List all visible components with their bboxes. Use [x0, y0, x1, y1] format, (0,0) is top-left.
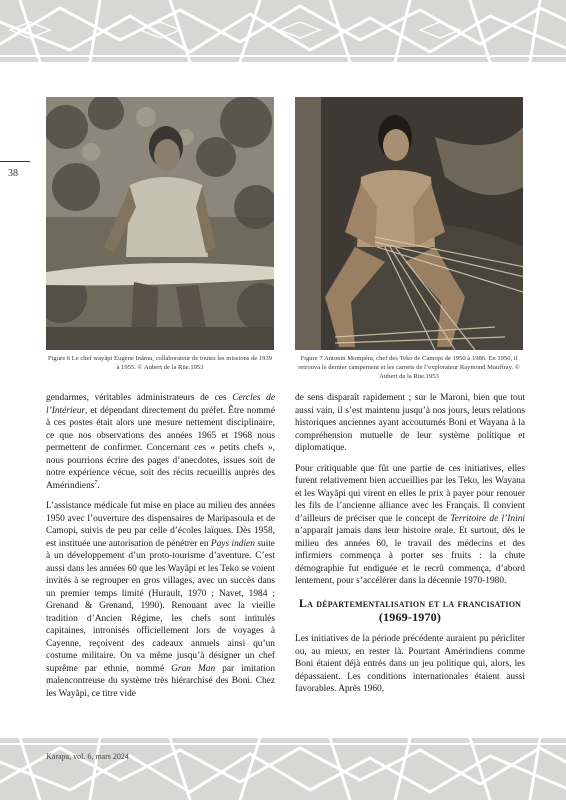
section-heading-line-2: (1969-1970)	[378, 609, 442, 624]
right-paragraph-3: Les initiatives de la période précédente auraient pu péricliter ou, au mieux, en rester là. Pourtant Amérindiens comme Boni étaient déjà entrés dans un jeu politique qui, alors, les dépassaient. Les conditions internationales étaient aussi favorables. Après 1960,	[295, 634, 525, 695]
left-text-column	[46, 392, 275, 708]
section-heading-line-1: La départementalisation et la francisation	[298, 595, 522, 610]
footer-decorative-band	[0, 738, 566, 800]
footnote-ref-7[interactable]: 7	[94, 479, 98, 486]
figure-7-caption: Figure 7 Antonin Mompéra, chef des Teko de Camopi de 1950 à 1986. En 1950, il retrouva le dernier campement et les carnets de l’explorateur Raymond Mauffray. © Aubert de la Rüe.1953	[298, 355, 520, 381]
page-number-rule	[0, 161, 30, 162]
right-paragraph-2: Pour critiquable que fût une partie de ces initiatives, elles furent relativement bien accueillies par les Teko, les Wayana et les Wayãpi qui virent en elles le prix à payer pour renouer les fils de l’ancienne alliance avec les Français. Il convient d’ailleurs de préciser que le concept de Territoire de l’Inini n’apparaît jamais dans leur histoire orale. Et surtout, dès le milieu des années 60, le travail des médecins et des infirmiers commença à porter ses fruits : la chute démographie fut endiguée et le recrû commença, d’abord lentement, pour s’accélérer dans la décennie 1970-1980.	[295, 463, 525, 586]
right-paragraph-1: de sens disparaît rapidement ; sur le Maroni, bien que tout aussi vain, il s’est maintenu jusqu’à nos jours, leurs relations historiques anciennes ayant accoutumés Boni et Wayana à la compréhension mutuelle de leur système politique et diplomatique.	[295, 393, 525, 453]
journal-footer: Karapa, vol. 6, mars 2024	[46, 752, 129, 761]
right-text-column	[295, 392, 525, 704]
figure-6-caption: Figure 6 Le chef wayãpi Eugène Inãmu, collaborateur de toutes les missions de 1939 à 1955. © Aubert de la Rüe.1953	[47, 355, 273, 372]
section-heading	[295, 596, 525, 625]
page-number: 38	[8, 168, 18, 179]
woven-band-pattern-icon	[0, 738, 566, 800]
figure-6-photo	[46, 97, 274, 350]
left-paragraph-2: L’assistance médicale fut mise en place au milieu des années 1950 avec l’ouverture des dispensaires de Maripasoula et de Camopi, suivis de peu par celle d’écoles laïques. Dès 1958, est instituée une autorisation de pénétrer en Pays indien suite à un développement d’un proto-tourisme d’aventure. C’est aussi dans les années 60 que les Wayãpi et les Teko se voient invités à se regrouper en gros villages, avec un succès dans un premier temps limité (Hurault, 1970 ; Navet, 1984 ; Grenand & Grenand, 1990). Renouant avec la vieille tradition d’Ancien Régime, les chefs sont intitulés capitaines, intronisés officiellement lors de voyages à Cayenne, reçoivent des cadeaux annuels ainsi qu’un costume militaire. On va même jusqu’à désigner un chef suprême par ethnie, nommé Gran Man par imitation malencontreuse du système très hiérarchisé des Boni. Chez les Wayãpi, ce titre vide	[46, 501, 276, 699]
header-decorative-band	[0, 0, 566, 62]
left-paragraph-1: gendarmes, véritables administrateurs de ces Cercles de l’Intérieur, et dépendant directement du préfet. Être nommé à ces postes était alors une mesure nettement disciplinaire, ce que nos observations des années 1965 et 1968 nous permettent de confirmer. Concernant ces « petits chefs », nous pourrions écrire des pages d’anecdotes, issues soit de notre expérience vécue, soit des récits recueillis auprès des Amérindiens$^7$.	[46, 393, 275, 491]
figure-7-photo	[295, 97, 523, 350]
woven-band-pattern-icon	[0, 0, 566, 62]
